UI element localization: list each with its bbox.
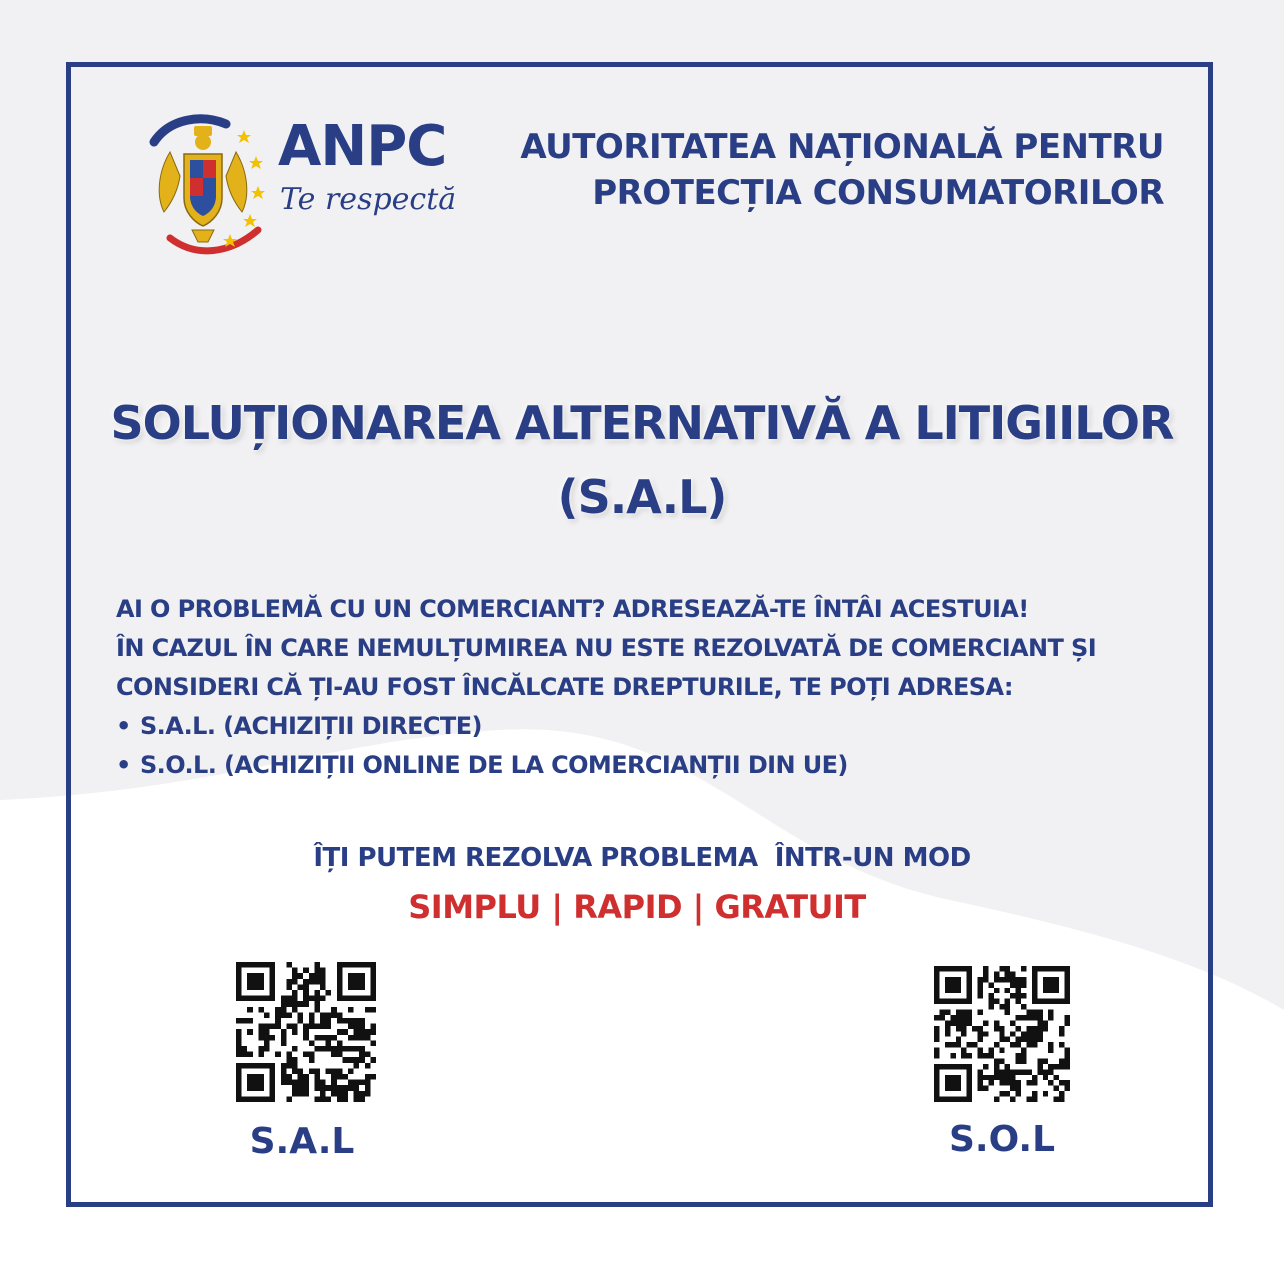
bullet-text: S.A.L. (ACHIZIȚII DIRECTE) bbox=[140, 712, 482, 740]
list-item bbox=[116, 707, 1096, 746]
benefits-tagline: SIMPLU | RAPID | GRATUIT bbox=[408, 888, 866, 926]
qr-label-sal: S.A.L bbox=[249, 1121, 355, 1162]
bullet-icon: • bbox=[116, 712, 131, 740]
page-title-line1: SOLUȚIONAREA ALTERNATIVĂ A LITIGIILOR bbox=[110, 396, 1174, 450]
info-line-2: ÎN CAZUL ÎN CARE NEMULȚUMIREA NU ESTE REZOLVATĂ DE COMERCIANT ȘI bbox=[116, 634, 1097, 662]
romanian-coat-of-arms-icon bbox=[140, 112, 270, 262]
page-title bbox=[60, 386, 1224, 534]
authority-name bbox=[520, 124, 1164, 216]
page-title-line2: (S.A.L) bbox=[557, 470, 727, 524]
bullet-text: S.O.L. (ACHIZIȚII ONLINE DE LA COMERCIANȚII DIN UE) bbox=[140, 751, 848, 779]
logo-acronym: ANPC bbox=[278, 114, 447, 179]
list-item bbox=[116, 746, 1096, 785]
qr-label-sol: S.O.L bbox=[948, 1119, 1056, 1160]
info-text bbox=[116, 590, 1096, 785]
bullet-icon: • bbox=[116, 751, 131, 779]
qr-code-icon[interactable] bbox=[236, 962, 376, 1102]
qr-code-icon[interactable] bbox=[934, 966, 1070, 1102]
authority-name-line1: AUTORITATEA NAȚIONALĂ PENTRU bbox=[520, 127, 1164, 167]
info-line-3: CONSIDERI CĂ ȚI-AU FOST ÎNCĂLCATE DREPTURILE, TE POȚI ADRESA: bbox=[116, 673, 1013, 701]
slogan: ÎȚI PUTEM REZOLVA PROBLEMA ÎNTR-UN MOD bbox=[313, 843, 971, 873]
authority-name-line2: PROTECȚIA CONSUMATORILOR bbox=[592, 173, 1164, 213]
info-line-1: AI O PROBLEMĂ CU UN COMERCIANT? ADRESEAZĂ-TE ÎNTÂI ACESTUIA! bbox=[116, 595, 1029, 623]
logo-tagline: Te respectă bbox=[280, 182, 457, 217]
